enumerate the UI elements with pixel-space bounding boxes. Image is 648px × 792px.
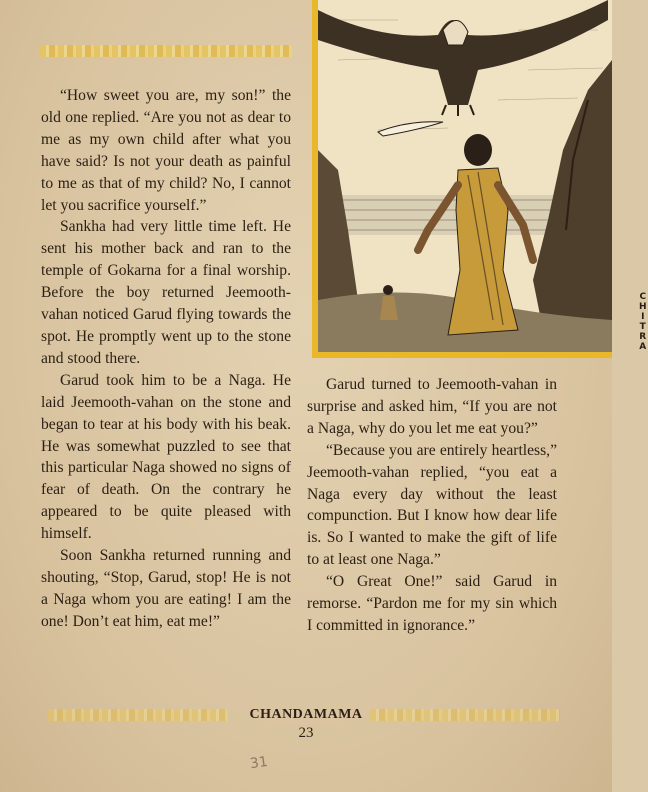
top-ornament-border <box>40 45 292 57</box>
paragraph: “How sweet you are, my son!” the old one replied. “Are you not as dear to me as my own child after what you have said? Is not your death as painful to me as that of my child? No, I cannot let you sacrifice yourself.” <box>41 87 291 214</box>
story-illustration <box>312 0 648 358</box>
paragraph: Garud took him to be a Naga. He laid Jeemooth-vahan on the stone and began to tear at his body with his beak. He was somewhat puzzled to see that this particular Naga showed no signs of fear of death. On the contrary he appeared to be quite pleased with himself. <box>41 371 291 543</box>
paragraph: Sankha had very little time left. He sent his mother back and ran to the temple of Gokarna for a final worship. Before the boy returned Jeemooth-vahan noticed Garud flying towards the spot. He promptly went up to the stone and stood there. <box>41 218 291 367</box>
handwritten-mark: 31 <box>248 753 269 773</box>
magazine-title: CHANDAMAMA <box>249 707 363 722</box>
paragraph: Garud turned to Jeemooth-vahan in surprise and asked him, “If you are not a Naga, why do you let me eat you?” <box>307 376 557 437</box>
right-text-column <box>307 374 557 637</box>
paragraph: “O Great One!” said Garud in remorse. “Pardon me for my sin which I committed in ignorance.” <box>307 573 557 634</box>
paragraph: Soon Sankha returned running and shouting, “Stop, Garud, stop! He is not a Naga whom you are eating! I am the one! Don’t eat him, eat me!” <box>41 547 291 630</box>
garud-and-jeemoothvahan-drawing <box>318 0 612 352</box>
page-number: 23 <box>298 725 314 741</box>
artist-signature: C H I T R A <box>638 292 648 352</box>
paragraph: “Because you are entirely heartless,” Jeemooth-vahan replied, “you eat a Naga every day without the least compunction. But I know how dear life is. So I wanted to make the gift of life to at least one Naga.” <box>307 441 557 569</box>
left-text-column <box>41 85 291 633</box>
